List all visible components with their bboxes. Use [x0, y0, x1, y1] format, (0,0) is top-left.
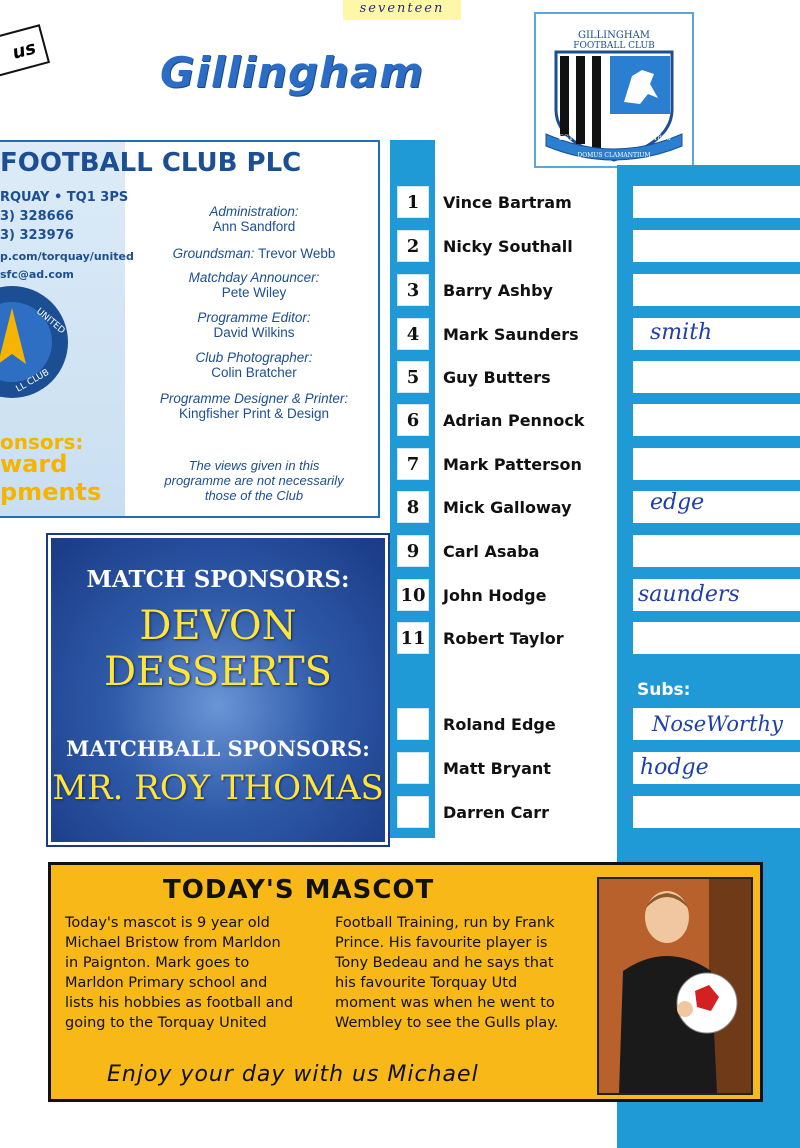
staff-entry — [132, 350, 376, 380]
mascot-line: Marldon Primary school and — [65, 975, 268, 991]
badge-text-top: UNITED — [34, 306, 67, 337]
mascot-line: Michael Bristow from Marldon — [65, 935, 281, 951]
disclaimer — [132, 458, 376, 503]
mascot-line: Today's mascot is 9 year old — [65, 915, 270, 931]
sub-number-box — [397, 752, 429, 784]
sub-number-box — [397, 708, 429, 740]
shirt-number: 9 — [397, 535, 429, 567]
club-crest — [534, 12, 694, 168]
shirt-number: 11 — [397, 622, 429, 654]
crest-top-text2: FOOTBALL CLUB — [573, 41, 655, 51]
staff-entry — [132, 246, 376, 261]
shirt-number: 7 — [397, 448, 429, 480]
player-name: Mark Patterson — [443, 455, 582, 474]
staff-entry — [132, 204, 376, 234]
club-fax: 3) 323976 — [0, 228, 74, 243]
staff-role: Programme Designer & Printer: — [159, 391, 349, 406]
kit-sponsor-label: onsors: — [0, 430, 84, 454]
opponent-line — [633, 274, 800, 306]
mascot-panel — [48, 862, 763, 1102]
opponent-line — [633, 186, 800, 218]
staff-name: Ann Sandford — [212, 219, 296, 234]
mascot-text-col-2 — [335, 913, 593, 1033]
sponsor-box — [48, 535, 388, 845]
staff-role: Administration: — [209, 204, 299, 219]
crest-year: 1893 — [653, 134, 671, 142]
mascot-handwritten-message: Enjoy your day with us Michael — [107, 1062, 479, 1087]
torquay-badge-icon — [0, 282, 70, 402]
mascot-line: lists his hobbies as football and — [65, 995, 294, 1011]
shirt-number: 3 — [397, 274, 429, 306]
crest-motto: DOMUS CLAMANTIUM — [577, 152, 651, 159]
badge-text-bottom: LL CLUB — [14, 367, 52, 395]
mascot-line: in Paignton. Mark goes to — [65, 955, 250, 971]
mascot-line: Tony Bedeau and he says that — [335, 955, 554, 971]
staff-role: Groundsman: — [172, 246, 255, 261]
club-info-panel — [0, 140, 380, 518]
club-website: p.com/torquay/united — [0, 250, 134, 263]
staff-entry — [132, 310, 376, 340]
kit-sponsor-name-1: ward — [0, 450, 68, 478]
club-plc-title: FOOTBALL CLUB PLC — [0, 148, 302, 178]
mascot-line: Football Training, run by Frank — [335, 915, 555, 931]
matchball-sponsor-name: MR. ROY THOMAS — [52, 768, 384, 808]
club-email: sfc@ad.com — [0, 268, 74, 281]
staff-name: Kingfisher Print & Design — [178, 406, 330, 421]
corner-tag: us — [0, 24, 50, 80]
player-name: Barry Ashby — [443, 281, 553, 300]
match-sponsor-name-1: DEVON — [139, 603, 297, 649]
player-name: John Hodge — [443, 586, 547, 605]
opponent-line — [633, 622, 800, 654]
disclaimer-line: The views given in this — [188, 458, 320, 473]
opponent-line — [633, 361, 800, 393]
crest-shield-icon — [536, 14, 692, 166]
sub-number-box — [397, 796, 429, 828]
crest-top-text: GILLINGHAM — [577, 30, 651, 41]
mascot-photo — [597, 877, 753, 1095]
staff-entry — [132, 391, 376, 421]
player-name: Robert Taylor — [443, 629, 564, 648]
disclaimer-line: those of the Club — [204, 488, 304, 503]
matchball-sponsors-heading: MATCHBALL SPONSORS: — [66, 736, 370, 761]
mascot-line: Wembley to see the Gulls play. — [335, 1015, 559, 1031]
club-address: RQUAY • TQ1 3PS — [0, 190, 129, 205]
page-number: seventeen — [343, 0, 461, 20]
shirt-number: 8 — [397, 491, 429, 523]
club-badge — [0, 282, 70, 402]
staff-name: Colin Bratcher — [211, 365, 297, 380]
mascot-line: Prince. His favourite player is — [335, 935, 548, 951]
staff-role: Club Photographer: — [195, 350, 313, 365]
opponent-line — [633, 448, 800, 480]
shirt-number: 4 — [397, 318, 429, 350]
player-name: Guy Butters — [443, 368, 551, 387]
opponent-line — [633, 404, 800, 436]
handwritten-note: smith — [650, 320, 713, 345]
staff-name: Pete Wiley — [221, 285, 287, 300]
sub-name: Roland Edge — [443, 715, 556, 734]
player-name: Mark Saunders — [443, 325, 579, 344]
disclaimer-line: programme are not necessarily — [164, 473, 344, 488]
shirt-number: 6 — [397, 404, 429, 436]
handwritten-note: NoseWorthy — [652, 712, 783, 736]
opponent-line — [633, 796, 800, 828]
shirt-number: 1 — [397, 186, 429, 218]
opponent-line — [633, 535, 800, 567]
shirt-number: 5 — [397, 361, 429, 393]
club-phone: 3) 328666 — [0, 209, 74, 224]
staff-role: Matchday Announcer: — [188, 270, 320, 285]
staff-role: Programme Editor: — [197, 310, 311, 325]
player-name: Mick Galloway — [443, 498, 572, 517]
mascot-title: TODAY'S MASCOT — [163, 875, 435, 905]
staff-name: David Wilkins — [213, 325, 295, 340]
handwritten-note: hodge — [640, 755, 709, 780]
player-name: Carl Asaba — [443, 542, 540, 561]
sub-name: Darren Carr — [443, 803, 549, 822]
club-title: Gillingham — [160, 48, 425, 97]
match-sponsors-heading: MATCH SPONSORS: — [86, 566, 350, 593]
match-sponsor-name-2: DESSERTS — [103, 649, 333, 695]
mascot-line: moment was when he went to — [335, 995, 555, 1011]
staff-name: Trevor Webb — [258, 246, 336, 261]
sub-name: Matt Bryant — [443, 759, 551, 778]
crest-est: EST — [558, 134, 574, 142]
mascot-boy-image-icon — [599, 879, 751, 1093]
player-name: Nicky Southall — [443, 237, 573, 256]
staff-entry — [132, 270, 376, 300]
kit-sponsor-name-2: pments — [0, 478, 102, 506]
shirt-number: 10 — [397, 579, 429, 611]
shirt-number: 2 — [397, 230, 429, 262]
handwritten-note: saunders — [638, 582, 740, 607]
player-name: Adrian Pennock — [443, 411, 585, 430]
player-name: Vince Bartram — [443, 193, 572, 212]
subs-label: Subs: — [637, 680, 691, 700]
mascot-text-col-1 — [65, 913, 321, 1033]
handwritten-note: edge — [650, 490, 705, 515]
mascot-line: going to the Torquay United — [65, 1015, 267, 1031]
opponent-line — [633, 230, 800, 262]
mascot-line: his favourite Torquay Utd — [335, 975, 518, 991]
